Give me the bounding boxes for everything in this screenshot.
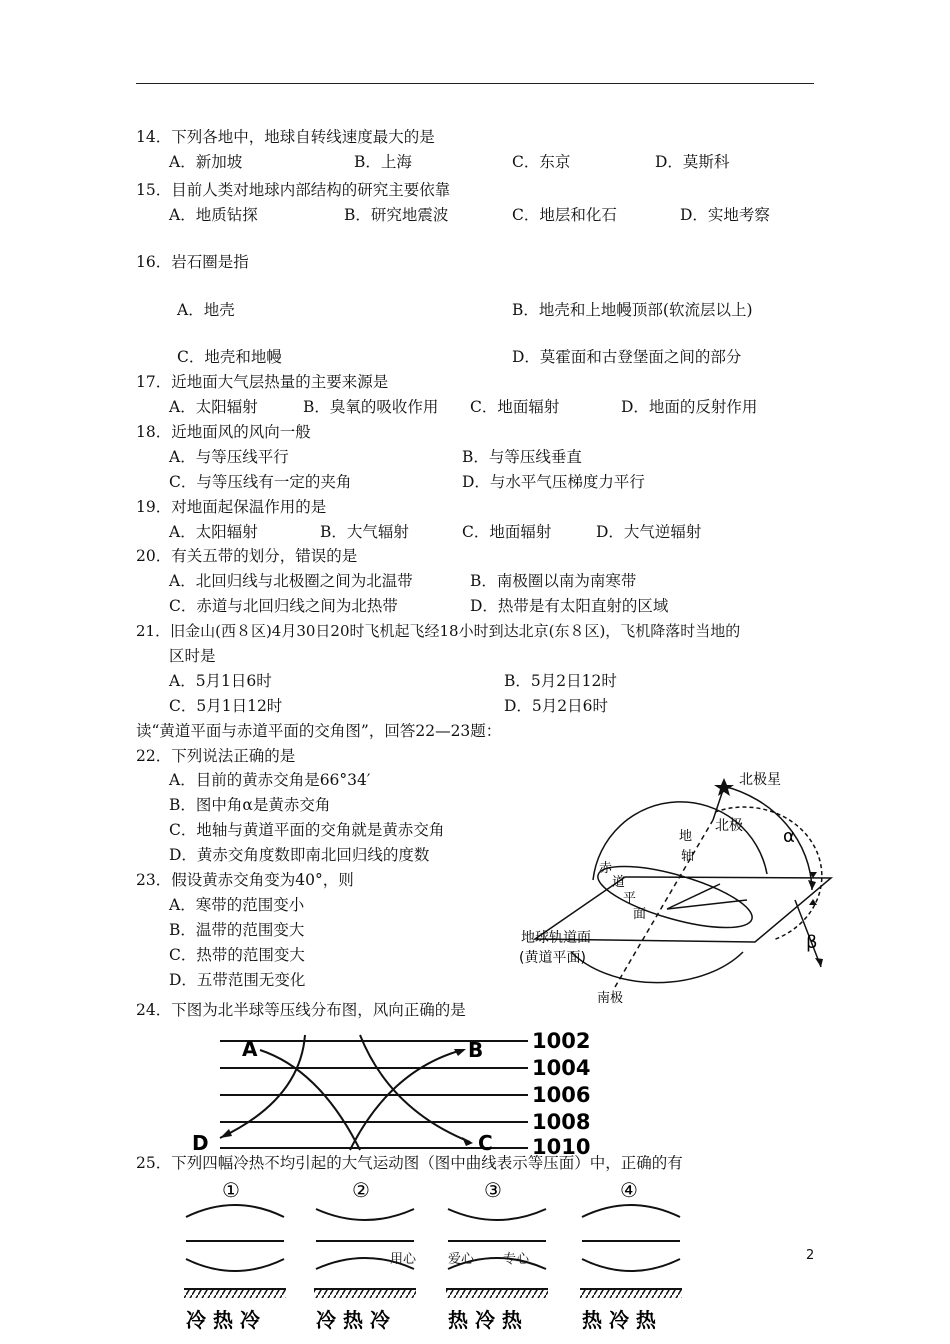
ecliptic-equator-angle-figure: [515, 762, 835, 1012]
q20-option-c: C．赤道与北回归线之间为北热带: [169, 597, 398, 615]
plane-radius-1: [667, 900, 747, 909]
equator-plane-label-1: 赤: [599, 861, 613, 876]
q18-option-d: D．与水平气压梯度力平行: [462, 473, 645, 491]
isobar-map-figure: [190, 1030, 610, 1155]
q20-option-d: D．热带是有太阳直射的区域: [470, 597, 669, 615]
q23-option-a: A．寒带的范围变小: [169, 896, 305, 914]
q21-stem-line1: 21．旧金山(西８区)4月30日20时飞机起飞经18小时到达北京(东８区)，飞机降落时当地的: [136, 622, 741, 640]
header-rule: [136, 83, 814, 84]
wind-path-b: [350, 1050, 462, 1150]
north-pole-label: 北极: [715, 818, 743, 834]
q24-stem: 24．下图为北半球等压线分布图，风向正确的是: [136, 1001, 466, 1019]
equator-plane: [592, 854, 758, 940]
equator-plane-label-3: 平: [623, 891, 637, 906]
south-pole-label: 南极: [597, 991, 624, 1006]
pressure-label-1006: 1006: [532, 1083, 591, 1107]
q15-option-c: C．地层和化石: [512, 206, 617, 224]
alpha-label: α: [783, 826, 795, 847]
arrowhead-d: [220, 1129, 232, 1138]
q21-option-b: B．5月2日12时: [504, 672, 617, 690]
q14-option-b: B．上海: [354, 153, 412, 171]
q15-option-d: D．实地考察: [680, 206, 770, 224]
q17-option-a: A．太阳辐射: [169, 398, 258, 416]
panel-3-ground-labels: 热 冷 热: [448, 1308, 522, 1332]
q15-option-a: A．地质钻探: [169, 206, 258, 224]
point-c-label: C: [478, 1131, 493, 1155]
panel-4-number: ④: [620, 1178, 638, 1202]
panel-2-ground-labels: 冷 热 冷: [316, 1308, 390, 1332]
q17-stem: 17．近地面大气层热量的主要来源是: [136, 373, 389, 391]
q23-option-c: C．热带的范围变大: [169, 946, 305, 964]
q16-stem: 16．岩石圈是指: [136, 253, 249, 271]
panel-3-number: ③: [484, 1178, 502, 1202]
pressure-label-1010: 1010: [532, 1135, 591, 1155]
equator-plane-label-4: 面: [633, 907, 647, 922]
q22-option-a: A．目前的黄赤交角是66°34′: [169, 771, 371, 789]
thermal-circulation-figures: [180, 1175, 700, 1335]
q20-option-b: B．南极圈以南为南寒带: [470, 572, 637, 590]
q15-stem: 15．目前人类对地球内部结构的研究主要依靠: [136, 181, 451, 199]
q22-stem: 22．下列说法正确的是: [136, 747, 296, 765]
q19-option-a: A．太阳辐射: [169, 523, 258, 541]
axis-label-1: 地: [679, 829, 693, 844]
q17-option-c: C．地面辐射: [470, 398, 560, 416]
pressure-label-1002: 1002: [532, 1030, 591, 1053]
q17-option-b: B．臭氧的吸收作用: [303, 398, 439, 416]
q18-stem: 18．近地面风的风向一般: [136, 423, 311, 441]
q16-option-d: D．莫霍面和古登堡面之间的部分: [512, 348, 742, 366]
reading-intro: 读“黄道平面与赤道平面的交角图”，回答22—23题：: [136, 722, 502, 740]
pressure-label-1008: 1008: [532, 1110, 591, 1134]
circulation-panel-4: [580, 1205, 682, 1298]
q19-option-c: C．地面辐射: [462, 523, 552, 541]
axis-label-2: 轴: [681, 849, 695, 864]
q23-stem: 23．假设黄赤交角变为40°，则: [136, 871, 354, 889]
q16-option-c: C．地壳和地幔: [177, 348, 282, 366]
q18-option-a: A．与等压线平行: [169, 448, 289, 466]
polaris-label: 北极星: [739, 772, 781, 788]
q19-stem: 19．对地面起保温作用的是: [136, 498, 327, 516]
point-a-label: A: [242, 1037, 258, 1061]
footer-word-1: 用心: [390, 1252, 417, 1267]
globe-lower-outline: [571, 952, 743, 983]
footer-word-3: 专心: [503, 1252, 530, 1267]
q18-option-c: C．与等压线有一定的夹角: [169, 473, 352, 491]
panel-2-number: ②: [352, 1178, 370, 1202]
footer-word-2: 爱心: [448, 1252, 475, 1267]
panel-1-number: ①: [222, 1178, 240, 1202]
q19-option-d: D．大气逆辐射: [596, 523, 702, 541]
pressure-label-1004: 1004: [532, 1056, 591, 1080]
q20-stem: 20．有关五带的划分，错误的是: [136, 547, 358, 565]
orbit-plane-label: 地球轨道面: [521, 930, 591, 946]
q22-option-b: B．图中角α是黄赤交角: [169, 796, 331, 814]
q16-option-a: A．地壳: [177, 301, 235, 319]
q22-option-d: D．黄赤交角度数即南北回归线的度数: [169, 846, 430, 864]
q21-option-a: A．5月1日6时: [169, 672, 272, 690]
q21-stem-line2: 区时是: [169, 647, 216, 665]
panel-1-ground-labels: 冷 热 冷: [186, 1308, 260, 1332]
alpha-arrowhead: [808, 880, 816, 890]
q14-option-c: C．东京: [512, 153, 571, 171]
q23-option-d: D．五带范围无变化: [169, 971, 306, 989]
plane-radius-2: [667, 884, 720, 909]
beta-arrowhead: [815, 958, 823, 967]
polaris-star-icon: [714, 778, 734, 796]
point-d-label: D: [192, 1131, 209, 1155]
q15-option-b: B．研究地震波: [344, 206, 449, 224]
q16-option-b: B．地壳和上地幔顶部(软流层以上): [512, 301, 753, 319]
q20-option-a: A．北回归线与北极圈之间为北温带: [169, 572, 413, 590]
q19-option-b: B．大气辐射: [320, 523, 409, 541]
q23-option-b: B．温带的范围变大: [169, 921, 305, 939]
arrowhead-c: [462, 1137, 473, 1146]
alpha-arc: [723, 786, 812, 890]
q18-option-b: B．与等压线垂直: [462, 448, 582, 466]
q22-option-c: C．地轴与黄道平面的交角就是黄赤交角: [169, 821, 445, 839]
q14-option-d: D．莫斯科: [655, 153, 730, 171]
ecliptic-plane-label: (黄道平面): [519, 950, 586, 966]
point-b-label: B: [468, 1038, 484, 1062]
q14-option-a: A．新加坡: [169, 153, 243, 171]
equator-plane-label-2: 道: [612, 875, 626, 890]
q21-option-c: C．5月1日12时: [169, 697, 283, 715]
page-number: 2: [806, 1248, 815, 1263]
wind-path-c: [360, 1035, 470, 1142]
panel-4-ground-labels: 热 冷 热: [582, 1308, 656, 1332]
q21-option-d: D．5月2日6时: [504, 697, 609, 715]
circulation-panel-1: [184, 1205, 286, 1298]
q17-option-d: D．地面的反射作用: [621, 398, 758, 416]
beta-label: β: [806, 932, 818, 953]
q25-stem: 25．下列四幅冷热不均引起的大气运动图（图中曲线表示等压面）中，正确的有: [136, 1154, 683, 1172]
q14-stem: 14．下列各地中，地球自转线速度最大的是: [136, 128, 435, 146]
